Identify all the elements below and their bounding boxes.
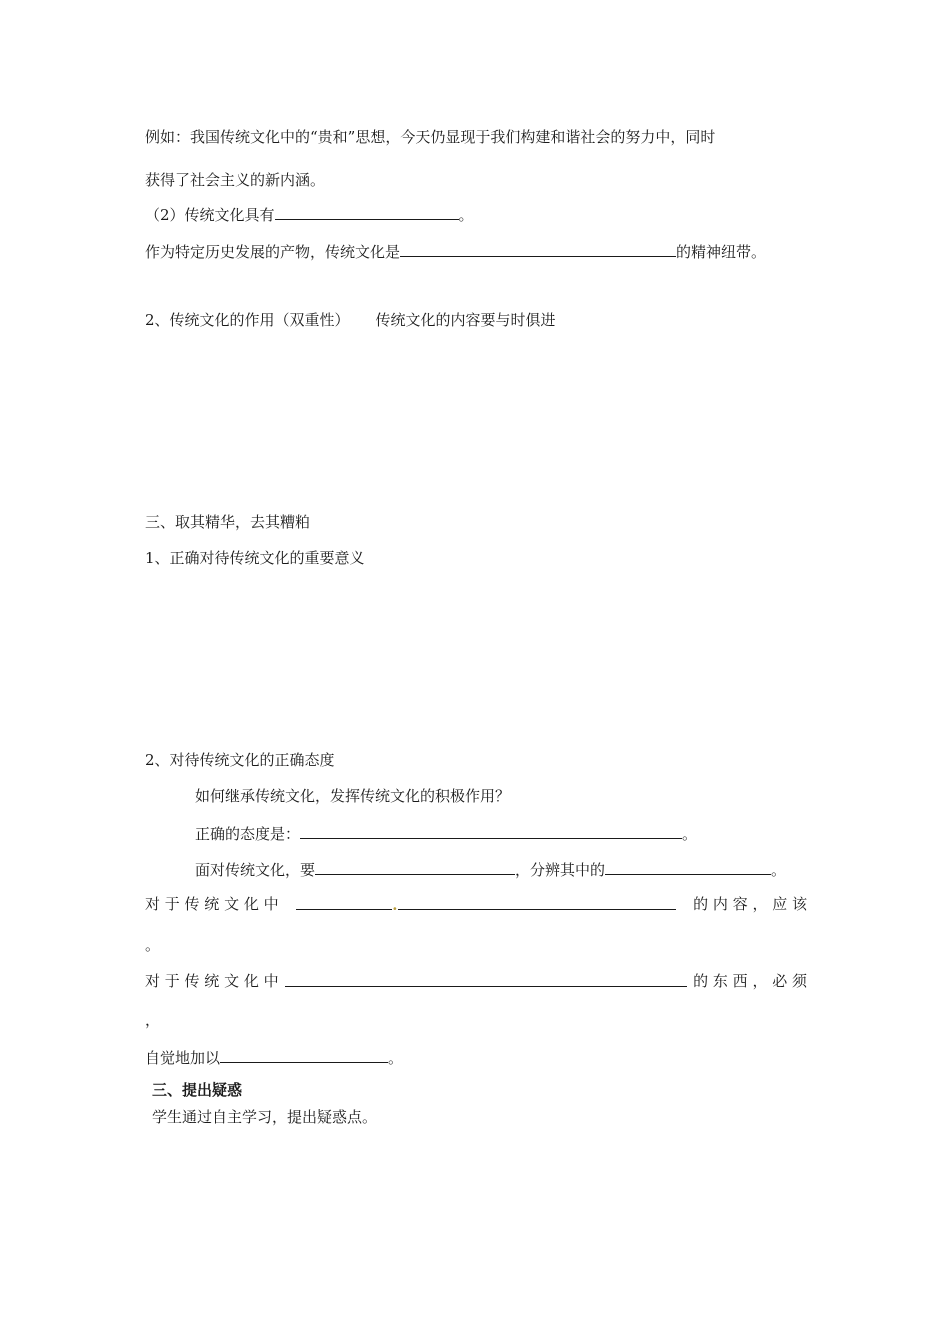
section-heading-doubts xyxy=(152,1080,242,1100)
fill-content-end: 的 内 容 ， 应 该 xyxy=(693,895,807,913)
subheading-3-2 xyxy=(145,750,335,770)
paragraph-doubts xyxy=(152,1107,377,1127)
section-heading-3 xyxy=(145,512,310,532)
section-heading-2-text: 2、传统文化的作用（双重性） xyxy=(145,311,350,329)
subheading-3-1 xyxy=(145,548,365,568)
fill-consciously-end: 。 xyxy=(388,1049,404,1067)
fill-item-bond-end: 的精神纽带。 xyxy=(676,243,767,261)
mark-dot: . xyxy=(392,896,398,914)
fill-things-wrap xyxy=(145,1010,160,1030)
paragraph-example-cont xyxy=(145,170,325,190)
fill-attitude xyxy=(195,823,697,844)
fill-consciously-label: 自觉地加以 xyxy=(145,1049,221,1067)
fill-things xyxy=(145,971,807,991)
paragraph-doubts-text: 学生通过自主学习，提出疑惑点。 xyxy=(152,1108,378,1126)
blank-field[interactable] xyxy=(315,859,515,875)
fill-item-2-label: （2）传统文化具有 xyxy=(145,206,275,224)
section-heading-2-sub: 传统文化的内容要与时俱进 xyxy=(375,311,556,329)
fill-face-label: 面对传统文化，要 xyxy=(195,861,316,879)
blank-field[interactable] xyxy=(398,894,676,910)
fill-attitude-end: 。 xyxy=(682,825,698,843)
blank-field[interactable] xyxy=(300,823,682,839)
fill-content xyxy=(145,894,807,915)
blank-field[interactable] xyxy=(285,971,687,987)
fill-face xyxy=(195,859,786,880)
fill-face-mid: ，分辨其中的 xyxy=(515,861,606,879)
blank-field[interactable] xyxy=(275,204,459,220)
section-heading-2 xyxy=(145,310,556,330)
fill-consciously xyxy=(145,1047,403,1068)
subheading-3-2-text: 2、对待传统文化的正确态度 xyxy=(145,751,335,769)
blank-field[interactable] xyxy=(220,1047,388,1063)
example-text: 例如：我国传统文化中的“贵和”思想，今天仍显现于我们构建和谐社会的努力中，同时 xyxy=(145,128,716,146)
fill-things-end: 的 东 西 ， 必 须 xyxy=(693,972,807,990)
blank-field[interactable] xyxy=(296,894,392,910)
fill-item-bond-label: 作为特定历史发展的产物，传统文化是 xyxy=(145,243,401,261)
section-heading-3-text: 三、取其精华，去其糟粕 xyxy=(145,513,311,531)
paragraph-example xyxy=(145,127,715,147)
question-line xyxy=(195,786,510,806)
subheading-3-1-text: 1、正确对待传统文化的重要意义 xyxy=(145,549,365,567)
fill-face-end: 。 xyxy=(771,861,787,879)
blank-field[interactable] xyxy=(400,241,676,257)
fill-item-2-end: 。 xyxy=(458,206,474,224)
fill-things-wrap-text: ， xyxy=(145,1011,161,1029)
fill-content-label: 对 于 传 统 文 化 中 xyxy=(145,895,279,913)
question-text: 如何继承传统文化，发挥传统文化的积极作用？ xyxy=(195,787,511,805)
section-heading-doubts-text: 三、提出疑惑 xyxy=(152,1081,243,1099)
blank-field[interactable] xyxy=(605,859,771,875)
fill-attitude-label: 正确的态度是： xyxy=(195,825,301,843)
fill-item-2 xyxy=(145,204,474,225)
fill-things-label: 对 于 传 统 文 化 中 xyxy=(145,972,279,990)
fill-content-wrap-text: 。 xyxy=(145,936,161,954)
fill-item-bond xyxy=(145,241,766,262)
fill-content-wrap xyxy=(145,935,160,955)
example-text-cont: 获得了社会主义的新内涵。 xyxy=(145,171,326,189)
